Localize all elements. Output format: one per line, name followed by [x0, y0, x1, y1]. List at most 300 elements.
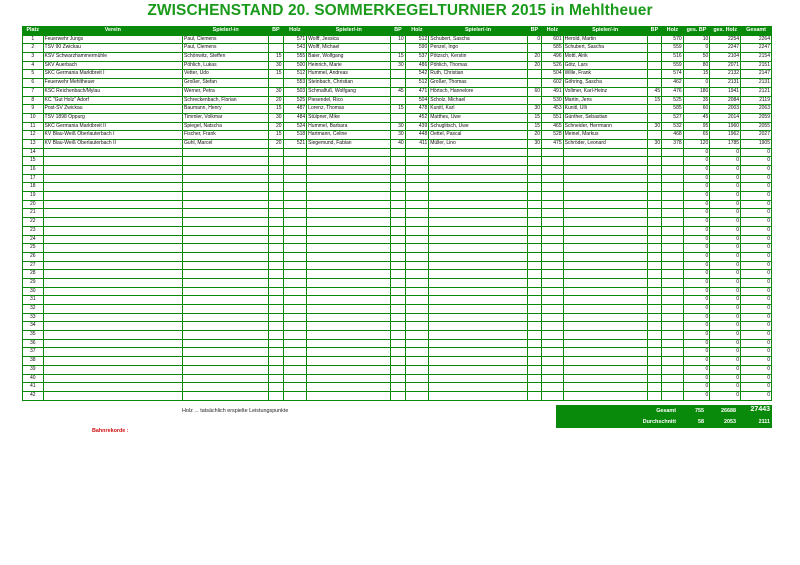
table-cell: 0	[683, 305, 710, 314]
table-cell: 20	[527, 61, 541, 70]
table-cell	[391, 157, 405, 166]
table-cell	[283, 348, 307, 357]
table-cell	[283, 226, 307, 235]
table-cell	[307, 157, 391, 166]
table-cell	[563, 244, 647, 253]
table-cell	[269, 270, 283, 279]
table-cell	[43, 313, 183, 322]
table-cell: Hummel, Andreas	[307, 70, 391, 79]
table-cell	[283, 305, 307, 314]
table-cell: 504	[405, 96, 429, 105]
table-cell: 2027	[741, 131, 772, 140]
table-cell: Paul, Clemens	[183, 44, 269, 53]
table-cell	[647, 157, 661, 166]
table-cell: 0	[710, 226, 741, 235]
table-cell	[542, 331, 564, 340]
table-cell	[527, 374, 541, 383]
table-cell	[269, 252, 283, 261]
table-cell	[283, 278, 307, 287]
table-cell: 601	[542, 35, 564, 44]
table-cell	[662, 322, 684, 331]
table-cell	[563, 148, 647, 157]
table-cell: 521	[283, 139, 307, 148]
table-cell	[662, 261, 684, 270]
table-cell	[647, 244, 661, 253]
table-cell	[542, 270, 564, 279]
table-cell	[405, 365, 429, 374]
rank-cell: 21	[23, 209, 44, 218]
table-cell: 0	[710, 183, 741, 192]
table-cell	[391, 252, 405, 261]
table-cell: 2131	[710, 79, 741, 88]
table-cell: Paul, Clemens	[183, 35, 269, 44]
table-cell: 0	[683, 226, 710, 235]
table-cell	[662, 244, 684, 253]
table-cell: Steinbach, Christian	[307, 79, 391, 88]
table-cell: 15	[527, 113, 541, 122]
table-cell	[563, 339, 647, 348]
table-cell	[563, 313, 647, 322]
table-cell	[647, 218, 661, 227]
table-cell: Lorenz, Thomas	[307, 105, 391, 114]
table-cell: 20	[527, 53, 541, 62]
table-cell: 0	[710, 218, 741, 227]
table-cell	[563, 174, 647, 183]
table-cell	[307, 313, 391, 322]
table-cell: 411	[405, 139, 429, 148]
table-cell: 484	[283, 113, 307, 122]
column-header: Spieler/-in	[563, 27, 647, 36]
table-cell	[391, 287, 405, 296]
table-cell: 2254	[710, 35, 741, 44]
rank-cell: 6	[23, 79, 44, 88]
table-cell	[307, 174, 391, 183]
table-row	[23, 365, 772, 374]
table-cell	[542, 391, 564, 400]
table-cell	[542, 226, 564, 235]
rank-cell: 28	[23, 270, 44, 279]
table-cell: 0	[741, 357, 772, 366]
table-cell: 65	[683, 131, 710, 140]
column-header: ges. BP	[683, 27, 710, 36]
table-cell: Hummel, Barbara	[307, 122, 391, 131]
standings-table	[22, 26, 772, 401]
rank-cell: 4	[23, 61, 44, 70]
table-cell: 15	[683, 70, 710, 79]
rank-cell: 41	[23, 383, 44, 392]
column-header: Holz	[662, 27, 684, 36]
table-row	[23, 305, 772, 314]
table-cell: 40	[391, 139, 405, 148]
table-cell	[183, 365, 269, 374]
table-row	[23, 391, 772, 400]
table-cell	[283, 148, 307, 157]
rank-cell: 29	[23, 278, 44, 287]
bahnrekorde-label: Bahnrekorde :	[92, 428, 129, 434]
table-cell	[662, 365, 684, 374]
table-cell	[563, 192, 647, 201]
table-cell	[647, 105, 661, 114]
table-cell: 0	[710, 348, 741, 357]
table-row	[23, 261, 772, 270]
table-cell	[542, 261, 564, 270]
table-cell	[429, 218, 527, 227]
table-cell: 45	[683, 113, 710, 122]
table-cell	[391, 235, 405, 244]
table-cell	[527, 278, 541, 287]
table-cell: Pötzsch, Kerstin	[429, 53, 527, 62]
table-cell	[183, 192, 269, 201]
table-cell: 574	[662, 70, 684, 79]
table-cell	[391, 348, 405, 357]
club-cell: SKC Germania Marktbreit I	[43, 70, 183, 79]
table-cell: 476	[662, 87, 684, 96]
table-cell	[527, 296, 541, 305]
table-row	[23, 166, 772, 175]
table-cell	[647, 174, 661, 183]
table-cell	[527, 148, 541, 157]
table-cell: 0	[683, 313, 710, 322]
table-cell: Göhring, Sascha	[563, 79, 647, 88]
table-cell: 10	[683, 35, 710, 44]
table-cell	[391, 96, 405, 105]
table-cell: 15	[269, 70, 283, 79]
table-cell	[269, 391, 283, 400]
rank-cell: 26	[23, 252, 44, 261]
table-cell	[391, 79, 405, 88]
table-cell: 0	[741, 209, 772, 218]
table-cell: 60	[683, 105, 710, 114]
table-cell	[269, 209, 283, 218]
rank-cell: 16	[23, 166, 44, 175]
table-cell	[647, 313, 661, 322]
table-cell	[405, 270, 429, 279]
table-cell: 452	[405, 113, 429, 122]
table-cell: 0	[741, 383, 772, 392]
table-cell: 500	[283, 61, 307, 70]
table-cell	[43, 166, 183, 175]
table-cell: 0	[710, 174, 741, 183]
table-cell	[269, 365, 283, 374]
table-cell	[429, 287, 527, 296]
table-cell: 528	[542, 131, 564, 140]
table-row	[23, 374, 772, 383]
table-row	[23, 174, 772, 183]
table-cell	[43, 148, 183, 157]
table-cell	[647, 226, 661, 235]
table-cell: 571	[283, 35, 307, 44]
table-cell	[429, 365, 527, 374]
table-cell	[429, 192, 527, 201]
table-cell: 2147	[741, 70, 772, 79]
rank-cell: 27	[23, 261, 44, 270]
table-cell	[269, 244, 283, 253]
table-cell	[183, 322, 269, 331]
table-cell	[527, 313, 541, 322]
table-cell: Oettel, Pascal	[429, 131, 527, 140]
table-cell: 553	[283, 79, 307, 88]
rank-cell: 32	[23, 305, 44, 314]
table-cell: 0	[741, 148, 772, 157]
table-cell	[647, 148, 661, 157]
table-cell: 0	[710, 296, 741, 305]
table-cell: 0	[683, 252, 710, 261]
table-cell: 0	[683, 174, 710, 183]
table-cell	[527, 183, 541, 192]
table-cell	[542, 374, 564, 383]
table-cell	[527, 44, 541, 53]
column-header: Holz	[283, 27, 307, 36]
table-cell	[662, 252, 684, 261]
table-cell: 453	[542, 105, 564, 114]
table-cell: 475	[542, 139, 564, 148]
rank-cell: 36	[23, 339, 44, 348]
table-cell	[269, 374, 283, 383]
table-cell: Herold, Martin	[563, 35, 647, 44]
table-cell: 2119	[741, 96, 772, 105]
table-cell: 516	[662, 53, 684, 62]
table-cell: 2055	[741, 122, 772, 131]
table-cell: 0	[710, 244, 741, 253]
table-cell: 0	[741, 305, 772, 314]
table-cell: 0	[741, 322, 772, 331]
table-cell	[43, 296, 183, 305]
table-cell	[527, 331, 541, 340]
table-cell	[183, 166, 269, 175]
table-cell	[563, 331, 647, 340]
table-cell: 559	[662, 61, 684, 70]
table-cell	[307, 252, 391, 261]
table-cell: 0	[710, 331, 741, 340]
table-cell	[647, 383, 661, 392]
table-cell: Götz, Lars	[563, 61, 647, 70]
table-cell: 15	[269, 53, 283, 62]
table-cell: 0	[683, 235, 710, 244]
table-cell	[563, 374, 647, 383]
table-cell	[527, 261, 541, 270]
table-row	[23, 252, 772, 261]
table-cell: 0	[683, 200, 710, 209]
table-cell	[269, 278, 283, 287]
table-cell	[183, 244, 269, 253]
table-cell: Timmler, Volkmar	[183, 113, 269, 122]
table-cell	[527, 383, 541, 392]
summary-box	[556, 405, 772, 428]
column-header: ges. Holz	[710, 27, 741, 36]
table-row	[23, 339, 772, 348]
table-cell: 0	[683, 270, 710, 279]
table-cell	[542, 166, 564, 175]
table-cell	[647, 270, 661, 279]
club-cell: KV Blau-Weiß Oberlauterbach I	[43, 131, 183, 140]
table-cell	[391, 391, 405, 400]
table-cell: Stülpner, Mike	[307, 113, 391, 122]
rank-cell: 3	[23, 53, 44, 62]
table-cell	[307, 391, 391, 400]
table-cell	[405, 183, 429, 192]
table-cell	[307, 209, 391, 218]
table-cell: Werner, Petra	[183, 87, 269, 96]
table-cell	[391, 270, 405, 279]
table-cell	[405, 391, 429, 400]
table-cell	[647, 331, 661, 340]
table-cell	[542, 287, 564, 296]
table-cell	[283, 374, 307, 383]
table-cell	[662, 192, 684, 201]
table-cell: 0	[683, 331, 710, 340]
table-cell	[662, 383, 684, 392]
table-cell: 0	[710, 365, 741, 374]
table-cell	[307, 287, 391, 296]
table-cell: 0	[710, 374, 741, 383]
table-cell	[542, 148, 564, 157]
table-cell	[283, 296, 307, 305]
table-cell	[405, 174, 429, 183]
table-cell	[429, 209, 527, 218]
table-cell	[307, 235, 391, 244]
table-cell: 0	[683, 79, 710, 88]
table-cell	[183, 339, 269, 348]
table-row	[23, 61, 772, 70]
table-cell	[542, 209, 564, 218]
table-cell: 0	[683, 44, 710, 53]
table-cell	[429, 278, 527, 287]
table-cell	[269, 226, 283, 235]
table-cell	[269, 148, 283, 157]
table-row	[23, 157, 772, 166]
table-cell: 0	[710, 287, 741, 296]
table-cell	[647, 70, 661, 79]
table-cell	[527, 287, 541, 296]
table-cell: Kunitl, Karl	[429, 105, 527, 114]
column-header: Platz	[23, 27, 44, 36]
table-cell	[405, 244, 429, 253]
table-cell	[43, 270, 183, 279]
table-cell	[662, 174, 684, 183]
table-cell: 585	[662, 105, 684, 114]
table-cell	[429, 252, 527, 261]
table-cell	[647, 374, 661, 383]
table-cell: 0	[741, 374, 772, 383]
table-cell	[405, 148, 429, 157]
table-cell: 0	[741, 261, 772, 270]
table-cell	[391, 383, 405, 392]
club-cell: Post-SV Zwickau	[43, 105, 183, 114]
table-cell: Mottl, Alrik	[563, 53, 647, 62]
table-cell: 2104	[710, 53, 741, 62]
table-cell	[43, 244, 183, 253]
table-cell	[183, 235, 269, 244]
table-cell: 0	[741, 200, 772, 209]
table-cell	[391, 322, 405, 331]
table-cell	[647, 357, 661, 366]
table-cell	[405, 278, 429, 287]
table-cell	[405, 348, 429, 357]
table-cell	[542, 365, 564, 374]
table-row	[23, 122, 772, 131]
column-header: BP	[647, 27, 661, 36]
table-cell: 0	[710, 148, 741, 157]
column-header: BP	[527, 27, 541, 36]
gesamt-label: Gesamt	[656, 408, 676, 414]
rank-cell: 38	[23, 357, 44, 366]
table-cell: 15	[647, 96, 661, 105]
table-cell: 0	[683, 296, 710, 305]
table-cell	[405, 374, 429, 383]
table-row	[23, 96, 772, 105]
table-cell: 570	[662, 35, 684, 44]
table-cell: 2063	[741, 105, 772, 114]
table-cell: 0	[741, 270, 772, 279]
rank-cell: 25	[23, 244, 44, 253]
table-cell	[391, 166, 405, 175]
table-cell	[527, 305, 541, 314]
table-cell: 0	[741, 252, 772, 261]
table-cell	[647, 192, 661, 201]
table-cell	[391, 218, 405, 227]
table-cell	[662, 157, 684, 166]
table-cell: 0	[683, 365, 710, 374]
column-header: Holz	[542, 27, 564, 36]
table-cell: Schubert, Sascha	[563, 44, 647, 53]
table-cell	[307, 200, 391, 209]
table-cell	[405, 200, 429, 209]
column-header: Holz	[405, 27, 429, 36]
table-cell	[429, 339, 527, 348]
table-cell: Müller, Lino	[429, 139, 527, 148]
table-cell	[391, 174, 405, 183]
table-cell	[647, 365, 661, 374]
table-cell: 0	[741, 278, 772, 287]
table-cell	[43, 183, 183, 192]
table-cell	[43, 278, 183, 287]
table-row	[23, 331, 772, 340]
table-cell	[647, 296, 661, 305]
table-cell	[429, 261, 527, 270]
table-cell: 15	[527, 122, 541, 131]
table-cell	[647, 35, 661, 44]
table-cell	[647, 348, 661, 357]
table-cell	[391, 192, 405, 201]
table-cell	[269, 35, 283, 44]
table-row	[23, 70, 772, 79]
table-cell	[405, 209, 429, 218]
table-cell	[429, 226, 527, 235]
table-cell	[647, 61, 661, 70]
table-cell: 0	[710, 357, 741, 366]
table-cell: Schneider, Herrmann	[563, 122, 647, 131]
table-cell	[405, 226, 429, 235]
table-cell	[391, 209, 405, 218]
table-cell	[542, 252, 564, 261]
rank-cell: 2	[23, 44, 44, 53]
table-cell	[307, 270, 391, 279]
table-cell	[405, 287, 429, 296]
table-cell	[662, 148, 684, 157]
table-cell: Baumann, Henry	[183, 105, 269, 114]
rank-cell: 5	[23, 70, 44, 79]
table-cell	[405, 261, 429, 270]
table-cell: 0	[741, 348, 772, 357]
table-cell: 2247	[710, 44, 741, 53]
table-cell: 0	[683, 209, 710, 218]
table-cell	[563, 166, 647, 175]
table-cell: Schönwitz, Steffen	[183, 53, 269, 62]
table-cell: 0	[741, 391, 772, 400]
table-cell: 0	[683, 261, 710, 270]
table-cell: 518	[283, 131, 307, 140]
table-cell: 15	[269, 105, 283, 114]
